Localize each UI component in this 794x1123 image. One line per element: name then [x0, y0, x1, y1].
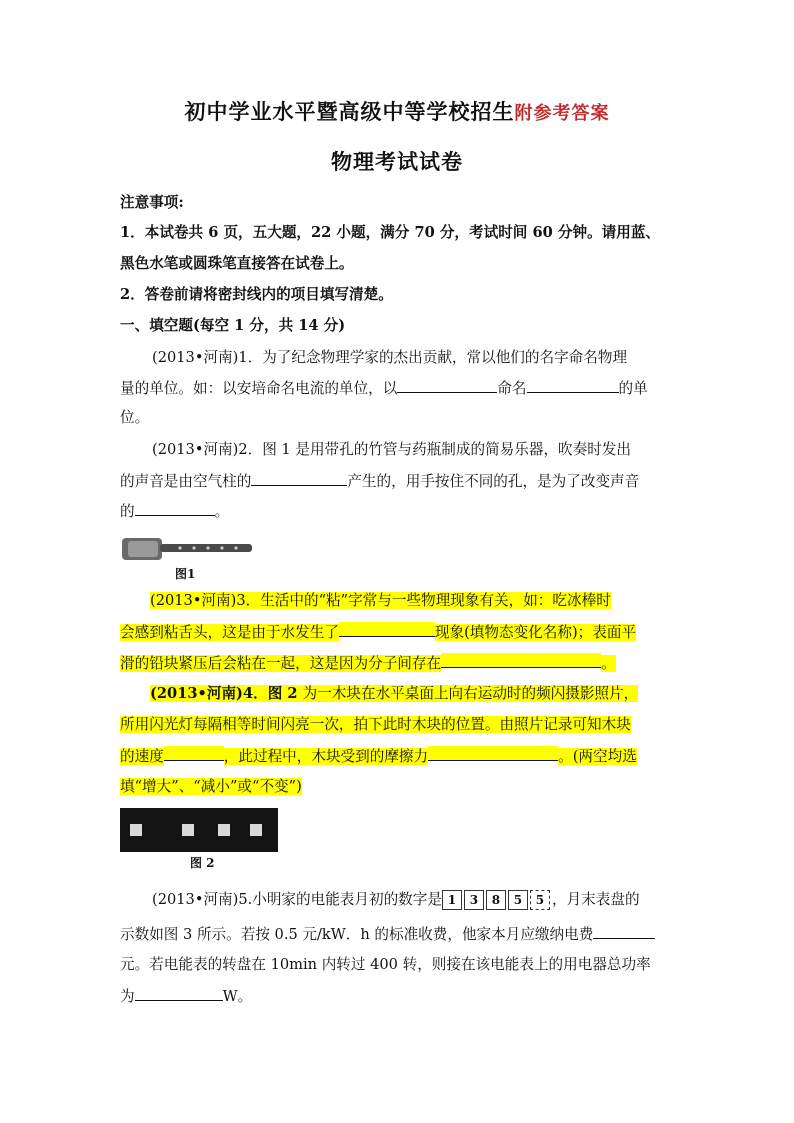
q5-text-d: 为: [120, 988, 135, 1005]
q1-text-c: 的单: [618, 380, 648, 397]
meter-digit: 5: [530, 890, 550, 910]
q4-text-f: 。(两空均选: [558, 748, 637, 765]
q4-text-g: 填“增大”、“减小”或“不变”): [120, 778, 302, 795]
q1-text-b: 命名: [497, 380, 527, 397]
q1-line-2: [120, 378, 680, 399]
q5-line-2: [120, 924, 680, 945]
q3-blank-1[interactable]: [339, 622, 435, 637]
page-subtitle: 物理考试试卷: [331, 149, 463, 174]
q2-blank-2[interactable]: [135, 501, 215, 516]
q5-text-e: W。: [222, 988, 253, 1005]
q4-line-4: [120, 777, 680, 797]
strobe-photo: [120, 808, 278, 852]
meter-digit: 1: [442, 890, 462, 910]
q5-blank-1[interactable]: [593, 924, 655, 939]
meter-reading: [442, 890, 552, 910]
q2-line-1: (2013•河南)2．图 1 是用带孔的竹管与药瓶制成的简易乐器，吹奏时发出: [152, 441, 632, 458]
q4-text-e: ，此过程中，木块受到的摩擦力: [223, 748, 429, 765]
q2-line-3: [120, 501, 680, 522]
q5-line-3: 元。若电能表的转盘在 10min 内转过 400 转，则接在该电能表上的用电器总功率: [120, 956, 651, 973]
q2-text-d: 。: [214, 503, 230, 520]
meter-digit: 8: [486, 890, 506, 910]
q1-blank-1[interactable]: [397, 378, 497, 393]
q3-text-e: 。: [601, 655, 616, 672]
q4-blank-1[interactable]: [164, 746, 224, 761]
q4-blank-2[interactable]: [428, 746, 558, 761]
figure-1-label: 图1: [175, 567, 196, 581]
note-1-line-2: 黑色水笔或圆珠笔直接答在试卷上。: [120, 255, 354, 272]
q5-text-c: 示数如图 3 所示。若按 0.5 元/kW．h 的标准收费，他家本月应缴纳电费: [120, 926, 594, 943]
q3-line-2: [120, 622, 680, 643]
q4-text-d: 的速度: [120, 748, 164, 765]
q3-text-b: 会感到粘舌头，这是由于水发生了: [120, 624, 339, 641]
title-text: 初中学业水平暨高级中等学校招生: [184, 99, 515, 124]
flute-image: [120, 532, 255, 566]
figure-1: [120, 532, 255, 582]
meter-digit: 5: [508, 890, 528, 910]
notes-header: 注意事项:: [120, 194, 184, 211]
q1-text-a: 量的单位。如：以安培命名电流的单位，以: [120, 380, 398, 397]
page-title: [0, 96, 794, 126]
q1-line-1: (2013•河南)1．为了纪念物理学家的杰出贡献，常以他们的名字命名物理: [152, 349, 628, 366]
answer-key-note: 附参考答案: [514, 103, 610, 124]
q4-line-1: [150, 684, 710, 704]
q2-text-c: 的: [120, 503, 135, 520]
q5-text-a: (2013•河南)5.小明家的电能表月初的数字是: [152, 891, 442, 908]
q3-line-3: [120, 653, 680, 674]
q5-line-4: [120, 986, 680, 1007]
q4-line-3: [120, 746, 680, 767]
q3-line-1: [150, 591, 710, 611]
q4-text-b: 为一木块在水平桌面上向右运动时的频闪摄影照片，: [302, 685, 639, 702]
q3-text-d: 滑的铅块紧压后会粘在一起，这是因为分子间存在: [120, 655, 442, 672]
section-1-heading: 一、填空题(每空 1 分，共 14 分): [120, 317, 346, 334]
q4-line-2: [120, 715, 680, 735]
q2-line-2: [120, 471, 680, 492]
q5-blank-2[interactable]: [135, 986, 223, 1001]
q1-line-3: 位。: [120, 409, 150, 426]
note-2: 2．答卷前请将密封线内的项目填写清楚。: [120, 286, 393, 303]
figure-2-label: 图 2: [190, 856, 215, 870]
q4-text-c: 所用闪光灯每隔相等时间闪亮一次，拍下此时木块的位置。由照片记录可知木块: [120, 716, 631, 733]
q5-text-b: ，月末表盘的: [551, 891, 640, 908]
q2-text-a: 的声音是由空气柱的: [120, 473, 252, 490]
q2-text-b: 产生的，用手按住不同的孔，是为了改变声音: [347, 473, 640, 490]
q3-text-a: (2013•河南)3．生活中的“粘”字常与一些物理现象有关，如：吃冰棒时: [150, 592, 611, 609]
q4-text-a: (2013•河南)4．图 2: [150, 685, 303, 702]
q5-line-1: [152, 890, 712, 910]
q3-blank-2[interactable]: [441, 653, 601, 668]
figure-2: [120, 808, 278, 872]
q1-blank-2[interactable]: [527, 378, 619, 393]
q3-text-c: 现象(填物态变化名称)；表面平: [434, 624, 637, 641]
q2-blank-1[interactable]: [251, 471, 347, 486]
note-1-line-1: 1．本试卷共 6 页，五大题，22 小题，满分 70 分，考试时间 60 分钟。请用蓝、: [120, 224, 661, 241]
meter-digit: 3: [464, 890, 484, 910]
